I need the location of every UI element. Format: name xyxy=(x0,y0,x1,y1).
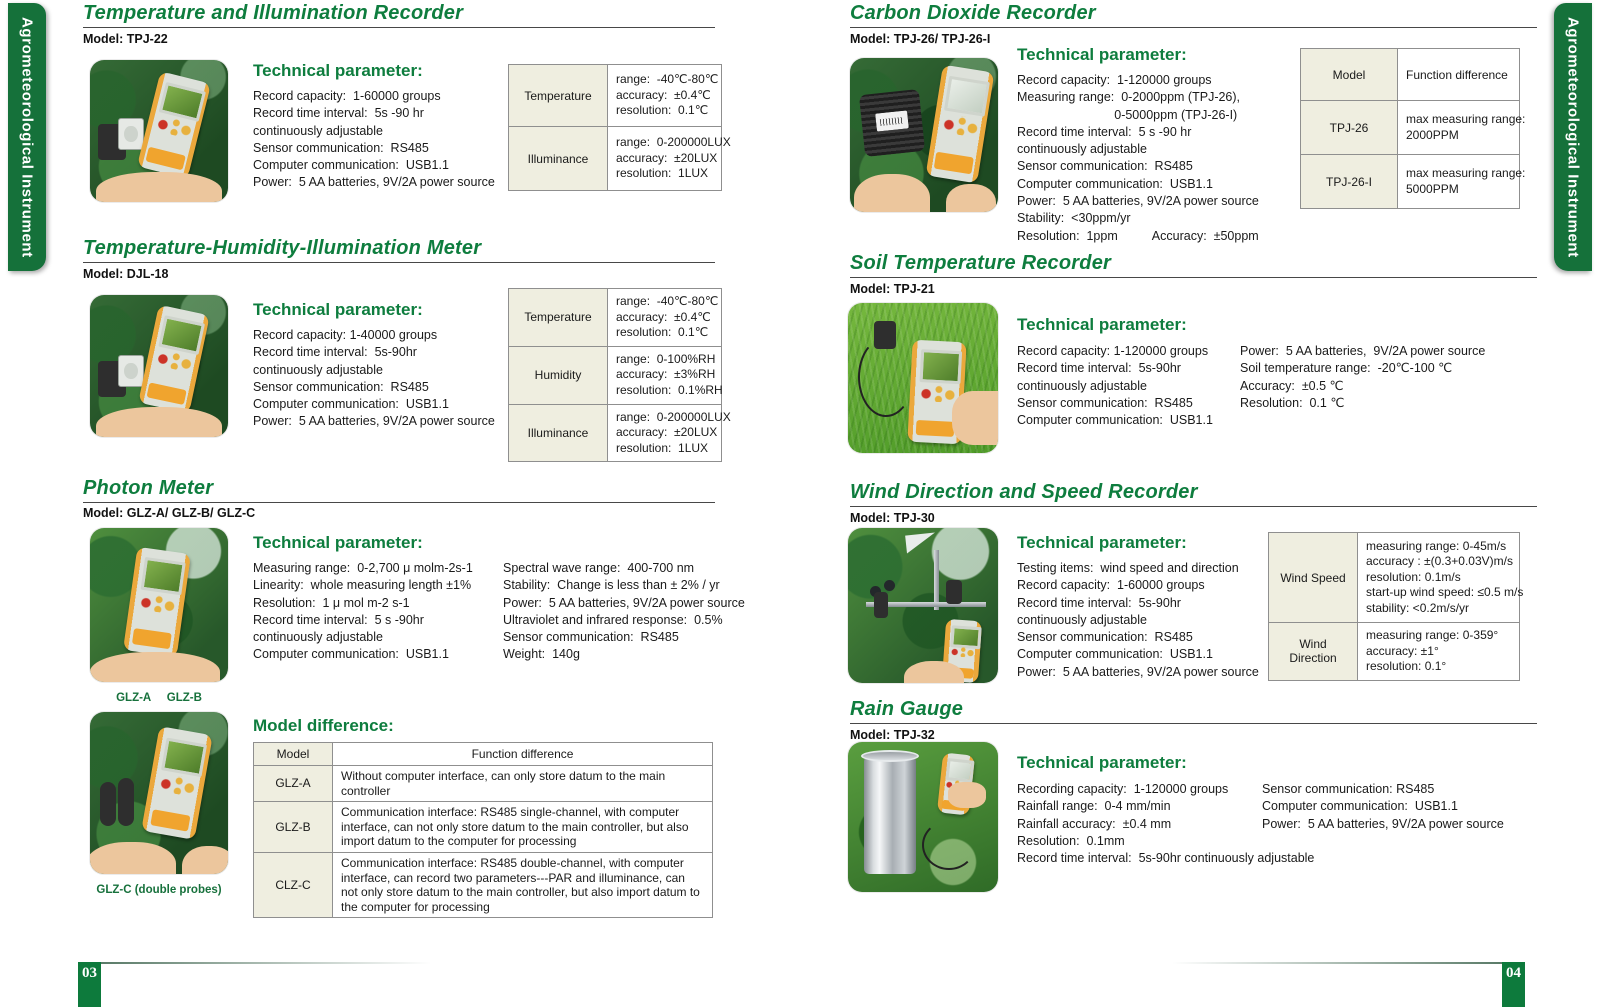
device-screen xyxy=(159,315,205,355)
params-rain-right xyxy=(1262,781,1504,833)
text-line: Power: 5 AA batteries, 9V/2A power source xyxy=(1262,816,1504,831)
text-line: Record time interval: 5s-90hr xyxy=(1017,361,1181,376)
hand xyxy=(96,407,222,437)
probe-cable xyxy=(858,337,914,417)
text-line: accuracy: ±20LUX xyxy=(616,150,718,165)
text-line: accuracy: ±3%RH xyxy=(616,367,716,382)
photo-caption: GLZ-A GLZ-B xyxy=(116,692,202,704)
text-line: Stability: <30ppm/yr xyxy=(1017,211,1131,226)
params-thim xyxy=(253,327,495,431)
left-tab-label: Agrometeorological Instrument xyxy=(18,16,36,258)
text-line: Rainfall range: 0-4 mm/min xyxy=(1017,799,1171,814)
text-line: Record time interval: 5s-90hr xyxy=(253,345,417,360)
text-line: range: 0-200000LUX xyxy=(616,409,731,424)
text-line: stability: <0.2m/s/yr xyxy=(1366,600,1470,615)
text-line: Weight: 140g xyxy=(503,647,580,662)
text-line: Computer communication: USB1.1 xyxy=(1017,647,1213,662)
text-line: Measuring range: 0-2000ppm (TPJ-26), xyxy=(1017,90,1241,105)
device-screen xyxy=(919,349,962,384)
text-line: Sensor communication: RS485 xyxy=(1017,395,1193,410)
text-line: range: -40℃-80℃ xyxy=(616,294,719,308)
footer-rule-left xyxy=(101,962,431,964)
spec-label: Humidity xyxy=(509,346,608,404)
sensor-probe-face xyxy=(118,355,144,387)
text-line: Record capacity: 1-120000 groups xyxy=(1017,73,1212,87)
text-line: Record time interval: 5s -90 hr xyxy=(253,106,424,121)
co2-values xyxy=(1398,155,1526,209)
co2-model: TPJ-26 xyxy=(1301,101,1398,155)
text-line: continuously adjustable xyxy=(1017,378,1147,393)
model-label-tir: Model: TPJ-22 xyxy=(83,32,168,46)
tech-heading-rain: Technical parameter: xyxy=(1017,753,1187,772)
rain-gauge-cylinder xyxy=(864,756,916,874)
hand xyxy=(854,174,930,212)
params-soil-right xyxy=(1240,343,1485,412)
params-photon-right xyxy=(503,560,745,664)
text-line: Rainfall accuracy: ±0.4 mm xyxy=(1017,816,1172,831)
md-model: GLZ-B xyxy=(254,802,333,853)
co2-header-function: Function difference xyxy=(1398,49,1520,101)
text-line: Record time interval: 5s-90hr continuously adjustable xyxy=(1017,851,1315,866)
md-function: Communication interface: RS485 single-channel, with computer interface, can not only store datum to the main controller, but also import datum to the computer for processing xyxy=(333,802,713,853)
hand xyxy=(90,652,220,682)
device-screen xyxy=(140,557,186,596)
text-line: Computer communication: USB1.1 xyxy=(253,647,449,662)
text-line: resolution: 0.1m/s xyxy=(1366,569,1461,584)
tech-heading-soil: Technical parameter: xyxy=(1017,315,1187,334)
model-label-soil: Model: TPJ-21 xyxy=(850,282,935,296)
product-photo-thim xyxy=(90,295,228,437)
text-line: resolution: 1LUX xyxy=(616,166,709,181)
text-line: range: 0-100%RH xyxy=(616,351,716,366)
device-screen xyxy=(944,76,989,117)
hand xyxy=(182,846,228,874)
text-line: range: 0-200000LUX xyxy=(616,135,731,150)
spec-values xyxy=(608,65,722,127)
spec-values xyxy=(608,346,722,404)
text-line: continuously adjustable xyxy=(1017,612,1147,627)
footer-rule-right xyxy=(1172,962,1502,964)
device-buttons xyxy=(949,646,974,658)
wind-values xyxy=(1358,623,1520,681)
text-line: Power: 5 AA batteries, 9V/2A power source xyxy=(253,175,495,190)
model-label-wind: Model: TPJ-30 xyxy=(850,511,935,525)
section-heading-wind xyxy=(850,481,1537,507)
double-probe-2 xyxy=(118,778,134,826)
sensor-probe-face xyxy=(118,118,144,150)
text-line: max measuring range: xyxy=(1406,111,1526,126)
text-line: Ultraviolet and infrared response: 0.5% xyxy=(503,612,723,627)
sensor-cable xyxy=(922,820,976,870)
device-pad xyxy=(132,628,173,649)
wind-spec-table xyxy=(1268,532,1524,681)
text-line: Record capacity: 1-60000 groups xyxy=(253,89,441,103)
section-heading-thim xyxy=(83,237,715,263)
spec-values xyxy=(608,289,722,347)
section-heading-co2 xyxy=(850,2,1537,28)
device-buttons xyxy=(137,592,176,615)
md-model: CLZ-C xyxy=(254,852,333,917)
device-screen xyxy=(161,737,208,777)
text-line: Soil temperature range: -20℃-100 ℃ xyxy=(1240,361,1453,376)
text-line: Sensor communication: RS485 xyxy=(1017,159,1193,174)
handheld-device xyxy=(141,726,213,840)
params-wind xyxy=(1017,560,1259,681)
device-buttons xyxy=(941,113,979,137)
text-line: resolution: 1LUX xyxy=(616,440,709,455)
tech-heading-tir: Technical parameter: xyxy=(253,61,423,80)
spec-label: Temperature xyxy=(509,65,608,127)
handheld-device xyxy=(123,547,191,658)
text-line: resolution: 0.1℃ xyxy=(616,103,709,118)
handheld-device xyxy=(138,305,210,414)
spec-label: Illuminance xyxy=(509,127,608,191)
co2-values xyxy=(1398,101,1526,155)
text-line: Testing items: wind speed and direction xyxy=(1017,561,1239,575)
text-line: 0-5000ppm (TPJ-26-I) xyxy=(1017,107,1238,122)
spec-table-tir xyxy=(508,64,731,191)
hand xyxy=(946,184,996,212)
product-photo-photon-ab xyxy=(90,528,228,682)
hand xyxy=(948,782,986,808)
text-line: Power: 5 AA batteries, 9V/2A power source xyxy=(1017,664,1259,679)
params-co2 xyxy=(1017,72,1259,245)
text-line: Record time interval: 5 s -90hr xyxy=(253,612,424,627)
product-photo-soil xyxy=(848,303,998,453)
text-line: Linearity: whole measuring length ±1% xyxy=(253,578,472,593)
section-title: Temperature-Humidity-Illumination Meter xyxy=(83,237,482,259)
model-difference-table xyxy=(253,742,713,918)
handheld-device xyxy=(926,65,995,184)
md-function: Communication interface: RS485 double-channel, with computer interface, can record two parameters---PAR and illuminance, can not only store datum to the main controller, but also import datum to the computer for processing xyxy=(333,852,713,917)
tech-heading-wind: Technical parameter: xyxy=(1017,533,1187,552)
text-line: Sensor communication: RS485 xyxy=(253,379,429,394)
text-line: Resolution: 1ppm Accuracy: ±50ppm xyxy=(1017,228,1259,243)
text-line: measuring range: 0-45m/s xyxy=(1366,538,1507,553)
product-photo-co2 xyxy=(850,58,998,212)
section-title: Photon Meter xyxy=(83,477,214,499)
left-edge-tab xyxy=(8,3,46,271)
product-photo-wind xyxy=(848,528,998,683)
md-header-function: Function difference xyxy=(333,743,713,766)
mast-pole xyxy=(934,550,939,610)
text-line: Record capacity: 1-120000 groups xyxy=(1017,344,1209,358)
spec-label: Illuminance xyxy=(509,404,608,462)
tech-heading-thim: Technical parameter: xyxy=(253,300,423,319)
section-title: Carbon Dioxide Recorder xyxy=(850,2,1096,24)
text-line: range: -40℃-80℃ xyxy=(616,72,719,87)
handheld-device xyxy=(137,71,211,179)
text-line: accuracy: ±20LUX xyxy=(616,425,718,440)
right-tab-label: Agrometeorological Instrument xyxy=(1564,16,1582,258)
section-title: Rain Gauge xyxy=(850,698,964,720)
text-line: Computer communication: USB1.1 xyxy=(1262,799,1458,814)
model-label-co2: Model: TPJ-26/ TPJ-26-I xyxy=(850,32,991,46)
anemometer-cup xyxy=(884,580,895,591)
text-line: Recording capacity: 1-120000 groups xyxy=(1017,782,1229,796)
wind-label: Wind Direction xyxy=(1269,623,1358,681)
co2-model: TPJ-26-I xyxy=(1301,155,1398,209)
wind-values xyxy=(1358,533,1524,623)
sensor-label xyxy=(875,110,909,131)
text-line: resolution: 0.1%RH xyxy=(616,382,723,397)
text-line: max measuring range: xyxy=(1406,165,1526,180)
double-probe-1 xyxy=(100,782,116,826)
section-title: Temperature and Illumination Recorder xyxy=(83,2,464,24)
text-line: 5000PPM xyxy=(1406,181,1459,196)
tech-heading-photon: Technical parameter: xyxy=(253,533,423,552)
text-line: Record time interval: 5s-90hr xyxy=(1017,595,1181,610)
hand xyxy=(904,661,964,683)
text-line: Power: 5 AA batteries, 9V/2A power source xyxy=(1017,194,1259,209)
hand xyxy=(952,391,998,445)
section-heading-rain xyxy=(850,698,1537,724)
text-line: Sensor communication: RS485 xyxy=(1017,630,1193,645)
text-line: continuously adjustable xyxy=(1017,142,1147,157)
spec-label: Temperature xyxy=(509,289,608,347)
text-line: Spectral wave range: 400-700 nm xyxy=(503,561,695,575)
tech-heading-co2: Technical parameter: xyxy=(1017,45,1187,64)
text-line: Stability: Change is less than ± 2% / yr xyxy=(503,578,720,593)
text-line: resolution: 0.1℃ xyxy=(616,325,709,340)
text-line: Record capacity: 1-40000 groups xyxy=(253,328,438,342)
text-line: resolution: 0.1° xyxy=(1366,659,1447,674)
section-heading-tir xyxy=(83,2,715,28)
text-line: accuracy : ±(0.3+0.03V)m/s xyxy=(1366,554,1513,569)
text-line: 2000PPM xyxy=(1406,127,1459,142)
md-model: GLZ-A xyxy=(254,766,333,802)
text-line: Resolution: 1 μ mol m-2 s-1 xyxy=(253,595,410,610)
section-heading-photon xyxy=(83,477,715,503)
page-number-left: 03 xyxy=(78,962,101,1007)
text-line: Computer communication: USB1.1 xyxy=(253,397,449,412)
md-function: Without computer interface, can only store datum to the main controller xyxy=(333,766,713,802)
text-line: Computer communication: USB1.1 xyxy=(1017,176,1213,191)
co2-model-table xyxy=(1300,48,1526,209)
device-pad xyxy=(146,147,186,170)
text-line: measuring range: 0-359° xyxy=(1366,628,1499,642)
text-line: Sensor communication: RS485 xyxy=(253,140,429,155)
params-tir xyxy=(253,88,495,192)
model-label-rain: Model: TPJ-32 xyxy=(850,728,935,742)
section-title: Soil Temperature Recorder xyxy=(850,252,1112,274)
text-line: Measuring range: 0-2,700 μ molm-2s-1 xyxy=(253,561,473,575)
model-label-thim: Model: DJL-18 xyxy=(83,267,169,281)
product-photo-rain xyxy=(848,742,998,892)
device-pad xyxy=(915,420,955,437)
hand xyxy=(90,842,176,874)
right-edge-tab xyxy=(1554,3,1592,271)
spec-values xyxy=(608,404,731,462)
md-header-model: Model xyxy=(254,743,333,766)
product-photo-photon-c xyxy=(90,712,228,874)
params-photon-left xyxy=(253,560,473,664)
spec-values xyxy=(608,127,731,191)
wind-vane xyxy=(905,532,937,553)
product-photo-tir xyxy=(90,60,228,202)
text-line: Sensor communication: RS485 xyxy=(1262,782,1435,796)
device-buttons xyxy=(918,384,956,403)
device-pad xyxy=(934,152,974,174)
text-line: start-up wind speed: ≤0.5 m/s xyxy=(1366,585,1524,600)
text-line: accuracy: ±0.4℃ xyxy=(616,309,711,324)
wind-label: Wind Speed xyxy=(1269,533,1358,623)
wind-sensor-body xyxy=(874,592,888,618)
direction-sensor-body xyxy=(946,580,962,604)
text-line: continuously adjustable xyxy=(253,630,383,645)
text-line: Computer communication: USB1.1 xyxy=(253,158,449,173)
device-pad xyxy=(147,382,187,404)
text-line: Power: 5 AA batteries, 9V/2A power source xyxy=(503,595,745,610)
section-heading-soil xyxy=(850,252,1537,278)
rain-gauge-rim xyxy=(861,750,919,762)
model-difference-heading: Model difference: xyxy=(253,716,394,735)
text-line: Resolution: 0.1 ℃ xyxy=(1240,395,1345,410)
text-line: accuracy: ±0.4℃ xyxy=(616,87,711,102)
text-line: Accuracy: ±0.5 ℃ xyxy=(1240,378,1344,393)
text-line: Record capacity: 1-60000 groups xyxy=(1017,578,1205,593)
model-label-photon: Model: GLZ-A/ GLZ-B/ GLZ-C xyxy=(83,506,256,520)
text-line: Record time interval: 5 s -90 hr xyxy=(1017,124,1192,139)
section-title: Wind Direction and Speed Recorder xyxy=(850,481,1198,503)
params-soil-left xyxy=(1017,343,1213,429)
text-line: Sensor communication: RS485 xyxy=(503,630,679,645)
text-line: continuously adjustable xyxy=(253,123,383,138)
photo-caption: GLZ-C (double probes) xyxy=(96,884,222,896)
text-line: Resolution: 0.1mm xyxy=(1017,833,1125,848)
page-number-right: 04 xyxy=(1502,962,1525,1007)
text-line: accuracy: ±1° xyxy=(1366,643,1439,658)
spec-table-thim xyxy=(508,288,731,462)
device-pad xyxy=(150,809,191,831)
text-line: Power: 5 AA batteries, 9V/2A power source xyxy=(253,414,495,429)
text-line: Power: 5 AA batteries, 9V/2A power source xyxy=(1240,344,1486,358)
device-buttons xyxy=(157,773,196,797)
co2-header-model: Model xyxy=(1301,49,1398,101)
hand xyxy=(96,172,222,202)
text-line: Computer communication: USB1.1 xyxy=(1017,413,1213,428)
text-line: continuously adjustable xyxy=(253,362,383,377)
